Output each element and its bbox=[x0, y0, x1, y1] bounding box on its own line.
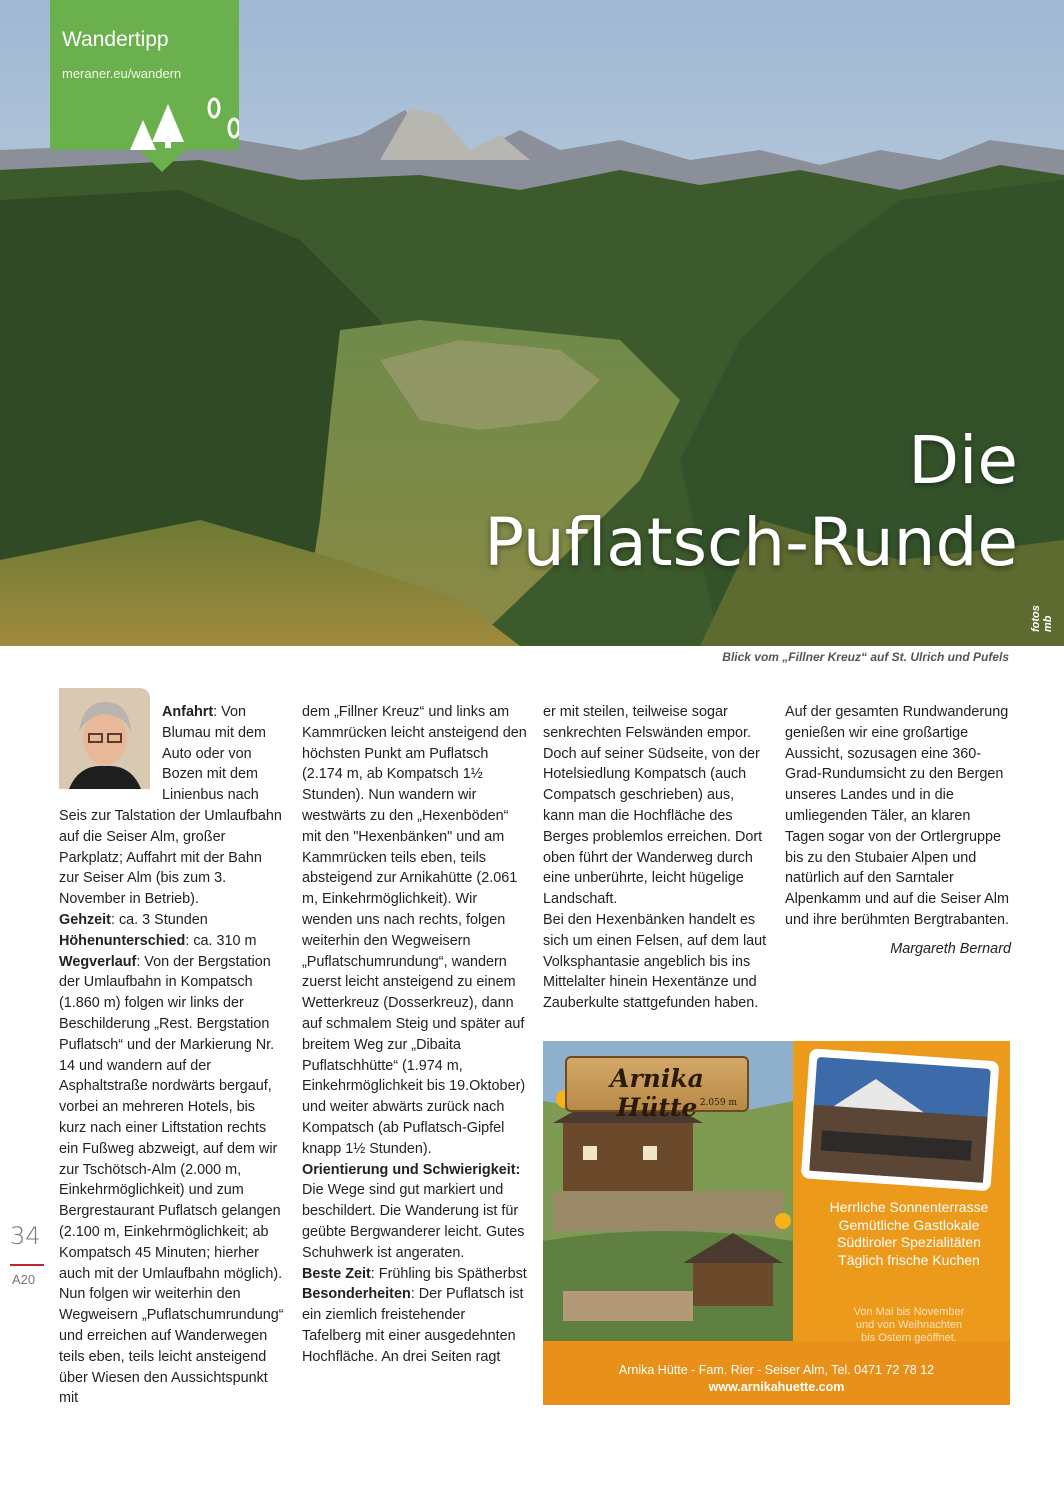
article-column-3 bbox=[543, 702, 769, 1014]
page-number: 34 bbox=[10, 1222, 41, 1250]
label-orientierung: Orientierung und Schwierigkeit: bbox=[302, 1161, 521, 1178]
text-beste-zeit: : Frühling bis Spätherbst bbox=[370, 1265, 527, 1282]
section-title: Wandertipp bbox=[62, 28, 169, 51]
text-orientierung: Die Wege sind gut markiert und beschildert. Die Wanderung ist für geübte Bergwanderer leicht. Gutes Schuhwerk ist angeraten. bbox=[302, 1182, 525, 1261]
ad-feature: Herrliche Sonnenterrasse bbox=[829, 1199, 989, 1215]
title-line-1: Die bbox=[908, 422, 1018, 499]
ad-feature: Gemütliche Gastlokale bbox=[838, 1216, 980, 1233]
page-title bbox=[484, 420, 1018, 584]
ad-sign bbox=[565, 1056, 749, 1122]
photo-credit: fotos mb bbox=[1030, 605, 1054, 632]
label-beste-zeit: Beste Zeit bbox=[302, 1265, 371, 1282]
text-gehzeit: : ca. 3 Stunden bbox=[110, 911, 208, 928]
ad-website-link[interactable]: www.arnikahuette.com bbox=[708, 1380, 845, 1394]
label-besonderheiten: Besonderheiten bbox=[302, 1286, 411, 1303]
article-column-2 bbox=[302, 702, 528, 1368]
page-code: A20 bbox=[12, 1272, 36, 1287]
hero-photo bbox=[0, 0, 1064, 646]
text-hoehenunterschied: : ca. 310 m bbox=[185, 932, 257, 949]
text-besonderheiten: : Der Puflatsch ist ein ziemlich freistehender Tafelberg mit einer ausgedehnten Hochfläche. An drei Seiten ragt bbox=[302, 1286, 524, 1365]
ad-contact: Arnika Hütte - Fam. Rier - Seiser Alm, Tel. 0471 72 78 12 bbox=[618, 1363, 935, 1377]
ad-name: Arnika Hütte bbox=[610, 1064, 704, 1122]
section-badge bbox=[50, 0, 239, 172]
author-name: Margareth Bernard bbox=[890, 940, 1011, 957]
text-wegverlauf: : Von der Bergstation der Umlaufbahn in Kompatsch (1.860 m) folgen wir links der Beschilderung „Rest. Bergstation Puflatsch“ und der Markierung Nr. 14 und wandern auf der Asphaltstraße nordwärts bergauf, vorbei an mehreren Hotels, bis kurz nach einer Liftstation rechts ein Fußweg abzweigt, auf dem wir zur Tschötsch-Alm (2.000 m, Einkehrmöglichkeit) und zum Bergrestaurant Puflatsch gelangen (2.100 m, Einkehrmöglichkeit; ab Kompatsch 45 Minuten; hierher auch mit der Umlaufbahn möglich). Nun folgen wir weiterhin den Wegweisern „Puflatschumrundung“ und erreichen auf Wanderwegen teils eben, teils leicht ansteigend über Wiesen den Aussichtspunkt mit bbox=[59, 953, 284, 1407]
ad-altitude: 2.059 m bbox=[699, 1098, 737, 1108]
article-column-4 bbox=[785, 702, 1011, 960]
ad-features bbox=[813, 1199, 1005, 1269]
ad-feature: Südtiroler Spezialitäten bbox=[837, 1234, 981, 1250]
page-number-rule bbox=[10, 1264, 44, 1266]
text-hexenbaenke: Bei den Hexenbänken handelt es sich um einen Felsen, auf dem laut Volksphantasie angeblich bis ins Mittelalter hinein Hexentänze und Zauberkulte stattgefunden haben. bbox=[543, 911, 767, 1012]
arnika-huette-ad[interactable] bbox=[543, 1041, 1010, 1405]
author-portrait bbox=[59, 688, 150, 789]
label-wegverlauf: Wegverlauf bbox=[59, 953, 137, 970]
ad-hours-line: und von Weihnachten bbox=[855, 1319, 963, 1331]
article-column-1 bbox=[59, 702, 285, 1409]
text-felswaende: er mit steilen, teilweise sogar senkrechten Felswänden empor. Doch auf seiner Südseite, von der Hotelsiedlung Kompatsch (auch Compatsch geschrieben) aus, kann man die Hochfläche des Berges problemlos erreichen. Dort oben führt der Wanderweg durch eine unberührte, leicht hügelige Landschaft. bbox=[543, 704, 763, 908]
section-url[interactable]: meraner.eu/wandern bbox=[62, 66, 182, 81]
photo-caption: Blick vom „Fillner Kreuz“ auf St. Ulrich und Pufels bbox=[722, 650, 1009, 664]
label-hoehenunterschied: Höhenunterschied bbox=[59, 932, 186, 949]
text-aussicht: Auf der gesamten Rundwanderung genießen wir eine großartige Aussicht, sozusagen eine 360-Grad-Rundumsicht zu den Bergen unseres Landes und in die umliegenden Täler, an klaren Tagen sogar von der Ortlergruppe bis zu den Stubaier Alpen und natürlich auf den Sarntaler Alpenkamm und auf die Seiser Alm und ihre berühmten Bergtrabanten. bbox=[785, 704, 1010, 928]
ad-hours-line: Von Mai bis November bbox=[853, 1306, 965, 1318]
title-line-2: Puflatsch-Runde bbox=[484, 504, 1018, 581]
label-gehzeit: Gehzeit bbox=[59, 911, 111, 928]
text-route-cont: dem „Fillner Kreuz“ und links am Kammrücken leicht ansteigend den höchsten Punkt am Puflatsch (2.174 m, ab Kompatsch 1½ Stunden). Nun wandern wir westwärts zu den „Hexenböden“ mit den "Hexenbänken" und am Kammrücken teils eben, teils absteigend zur Arnikahütte (2.061 m, Einkehrmöglichkeit). Wir wenden uns nach rechts, folgen weiterhin den Wegweisern „Puflatschumrundung“, wandern zuerst leicht ansteigend zu einem Wetterkreuz (Dosserkreuz), dann auf schmalem Steig und später auf breitem Weg zur „Dibaita Puflatschhütte“ (1.974 m, Einkehrmöglichkeit bis 19.Oktober) und weiter abwärts zurück nach Kompatsch (ab Puflatsch-Gipfel knapp 1½ Stunden). bbox=[302, 704, 527, 1157]
ad-feature: Täglich frische Kuchen bbox=[838, 1251, 980, 1268]
ad-hours-line: bis Ostern geöffnet. bbox=[861, 1332, 957, 1344]
label-anfahrt: Anfahrt bbox=[162, 704, 214, 720]
ad-opening-hours bbox=[823, 1306, 995, 1345]
text-anfahrt: : Von Blumau mit dem Auto oder von Bozen mit dem Linienbus nach Seis zur Talstation der Umlaufbahn auf die Seiser Alm, großer Parkplatz; Auffahrt mit der Bahn zur Seiser Alm (bis zum 3. November in Betrieb). bbox=[59, 704, 282, 908]
